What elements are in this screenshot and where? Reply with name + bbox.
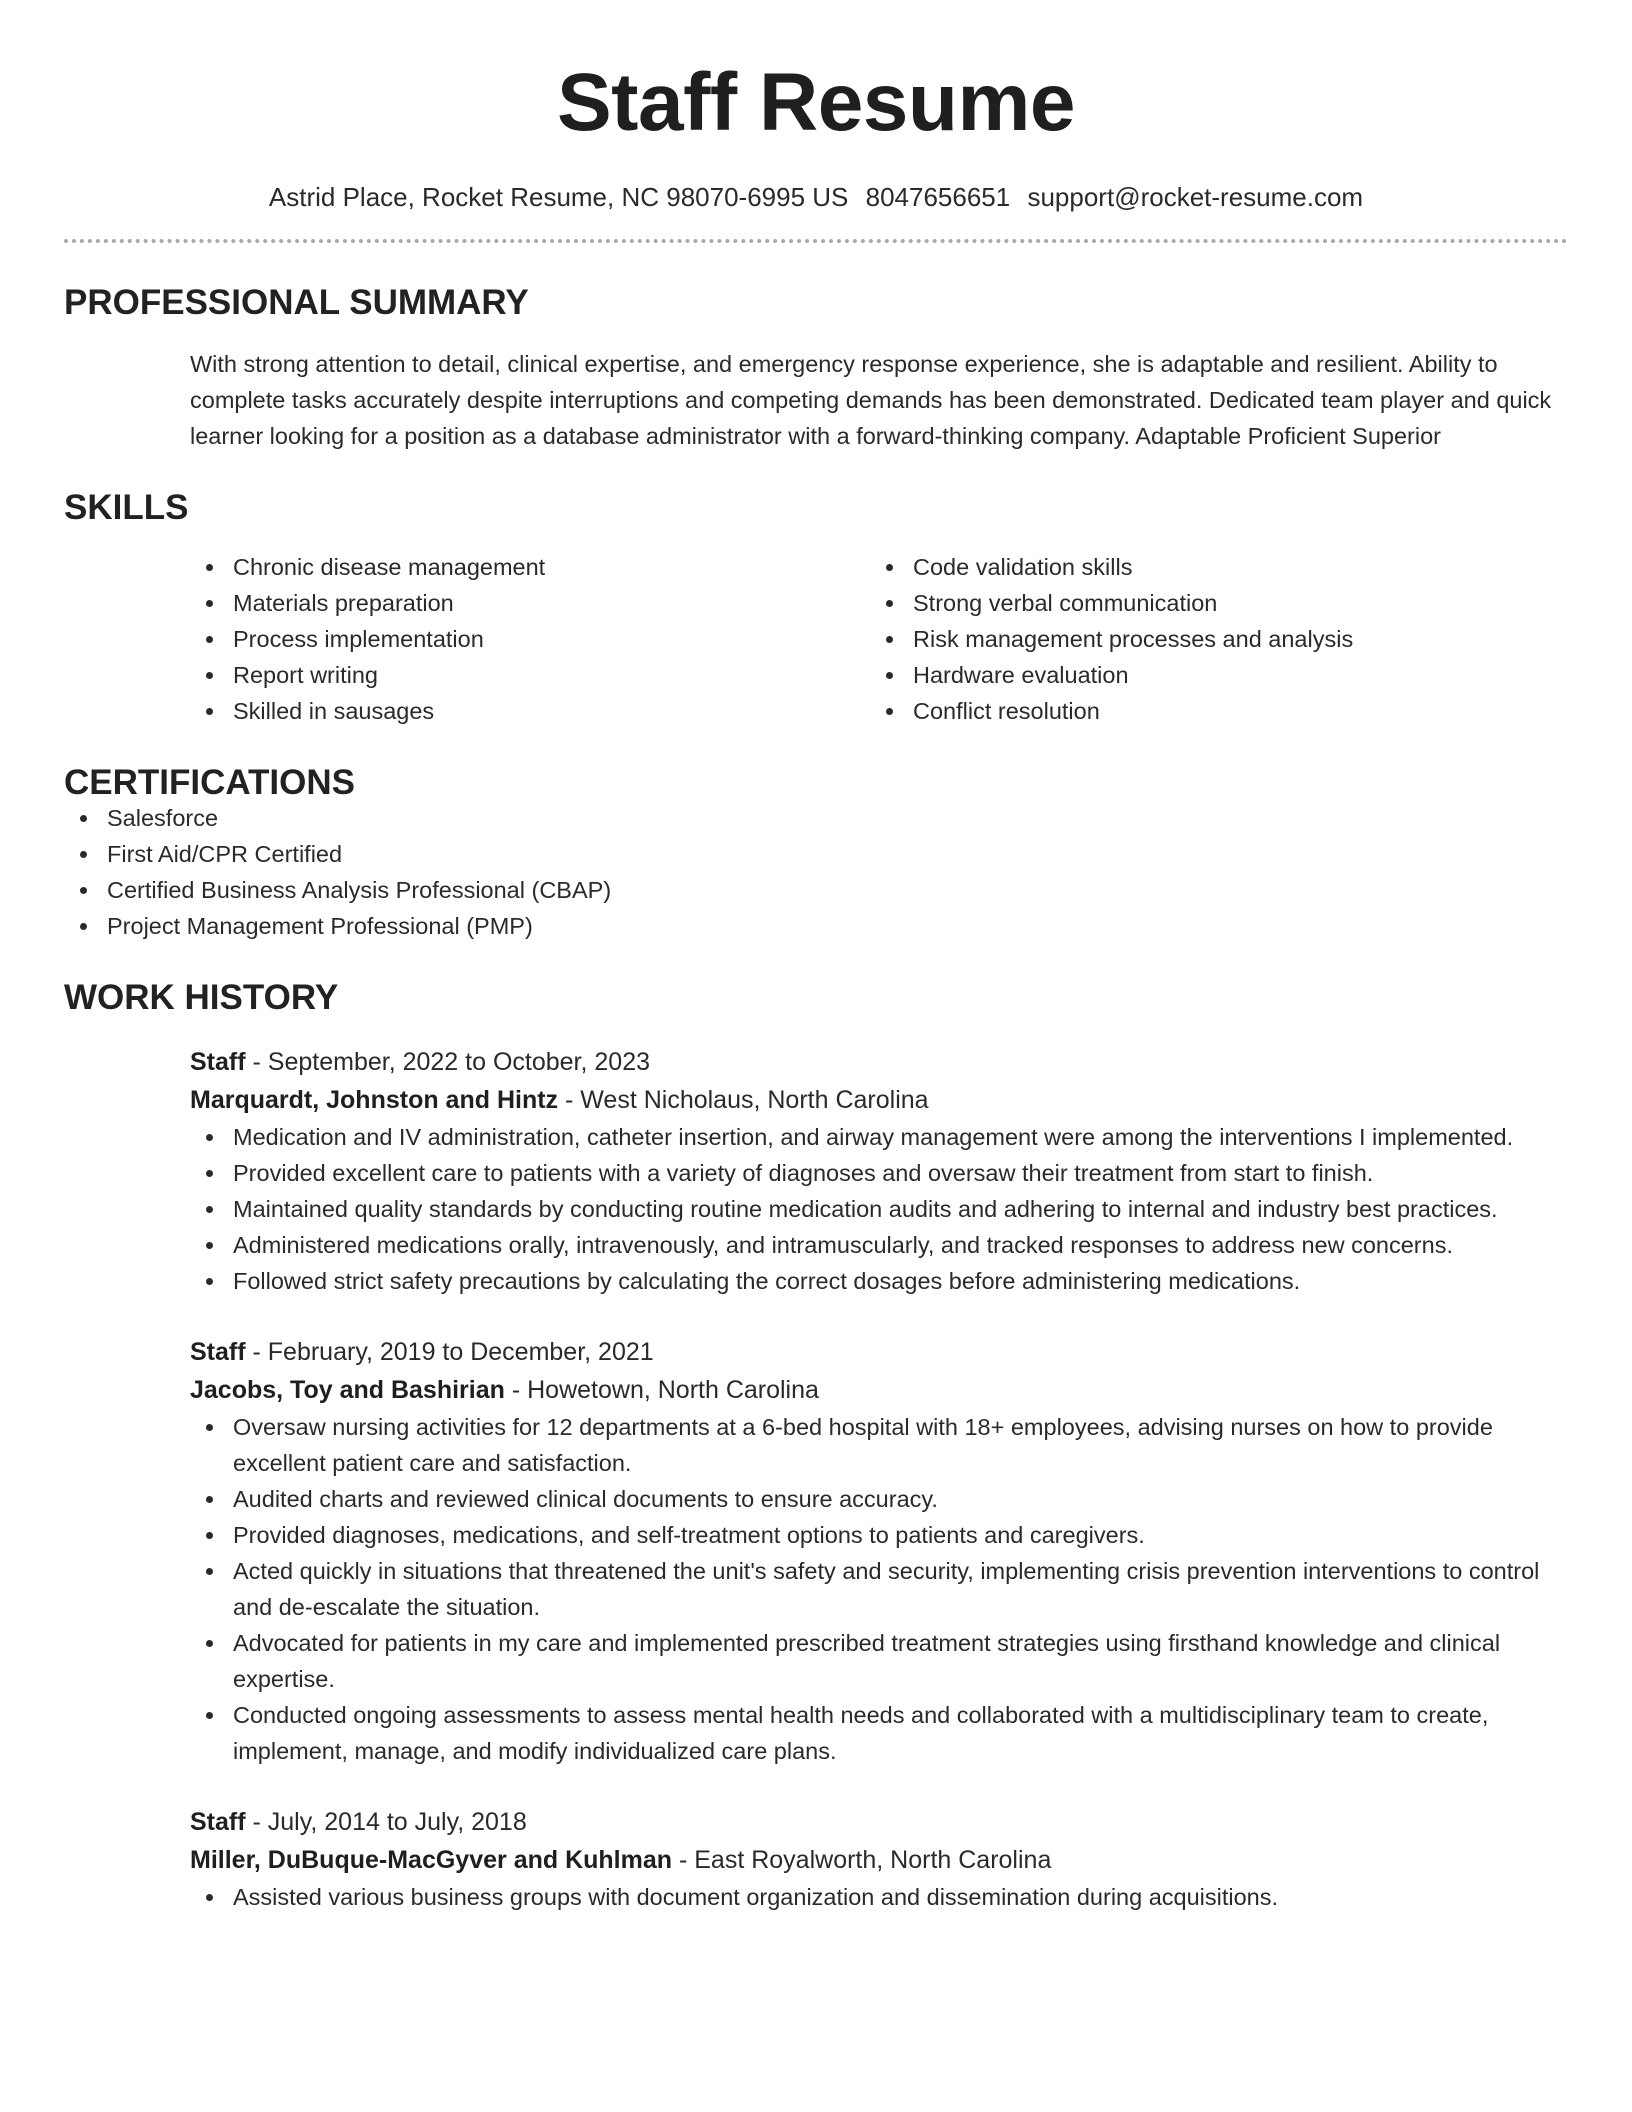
job-bullet: Provided excellent care to patients with a variety of diagnoses and oversaw their treatment from start to finish. <box>190 1155 1568 1191</box>
job-company-line: Jacobs, Toy and Bashirian - Howetown, North Carolina <box>190 1376 819 1404</box>
skills-list-left <box>190 549 870 729</box>
summary-heading: PROFESSIONAL SUMMARY <box>64 283 529 322</box>
job-location: West Nicholaus, North Carolina <box>580 1086 929 1114</box>
certification-item: First Aid/CPR Certified <box>64 836 1568 872</box>
job-company: Miller, DuBuque-MacGyver and Kuhlman <box>190 1846 673 1874</box>
job-bullet: Followed strict safety precautions by calculating the correct dosages before administering medications. <box>190 1263 1568 1299</box>
skill-item: Risk management processes and analysis <box>870 621 1550 657</box>
header-divider <box>64 239 1568 243</box>
skill-item: Conflict resolution <box>870 693 1550 729</box>
skill-item: Materials preparation <box>190 585 870 621</box>
resume-title: Staff Resume <box>556 57 1076 148</box>
job-bullet: Conducted ongoing assessments to assess mental health needs and collaborated with a multidisciplinary team to create, implement, manage, and modify individualized care plans. <box>190 1697 1568 1769</box>
job-dates: September, 2022 to October, 2023 <box>267 1048 650 1076</box>
job-location: Howetown, North Carolina <box>527 1376 819 1404</box>
job-bullet: Audited charts and reviewed clinical documents to ensure accuracy. <box>190 1481 1568 1517</box>
job-bullet: Provided diagnoses, medications, and self-treatment options to patients and caregivers. <box>190 1517 1568 1553</box>
skills-grid <box>190 549 1568 729</box>
job-bullets <box>190 1409 1568 1769</box>
job-bullet: Maintained quality standards by conducting routine medication audits and adhering to internal and industry best practices. <box>190 1191 1568 1227</box>
phone: 8047656651 <box>865 182 1011 212</box>
job-bullet: Acted quickly in situations that threatened the unit's safety and security, implementing crisis prevention interventions to control and de-escalate the situation. <box>190 1553 1568 1625</box>
job-bullet: Oversaw nursing activities for 12 departments at a 6-bed hospital with 18+ employees, advising nurses on how to provide excellent patient care and satisfaction. <box>190 1409 1568 1481</box>
job-dates: July, 2014 to July, 2018 <box>267 1808 527 1836</box>
email: support@rocket-resume.com <box>1027 182 1364 212</box>
certifications-list <box>64 800 1568 944</box>
job-location: East Royalworth, North Carolina <box>694 1846 1052 1874</box>
skill-item: Chronic disease management <box>190 549 870 585</box>
summary-text: With strong attention to detail, clinical expertise, and emergency response experience, she is adaptable and resilient. Ability to complete tasks accurately despite interruptions and competing demands has been demonstrated. Dedicated team player and quick learner looking for a position as a database administrator with a forward-thinking company. Adaptable Proficient Superior <box>190 351 1552 449</box>
job-entry <box>190 1043 1568 1299</box>
job-bullet: Advocated for patients in my care and implemented prescribed treatment strategies using firsthand knowledge and clinical expertise. <box>190 1625 1568 1697</box>
skill-item: Process implementation <box>190 621 870 657</box>
job-company: Jacobs, Toy and Bashirian <box>190 1376 505 1404</box>
job-dates: February, 2019 to December, 2021 <box>267 1338 654 1366</box>
certification-item: Project Management Professional (PMP) <box>64 908 1568 944</box>
job-bullets <box>190 1879 1568 1915</box>
job-company-line: Miller, DuBuque-MacGyver and Kuhlman - East Royalworth, North Carolina <box>190 1846 1052 1874</box>
job-entry <box>190 1333 1568 1769</box>
certifications-heading: CERTIFICATIONS <box>64 763 356 802</box>
skill-item: Report writing <box>190 657 870 693</box>
contact-line <box>64 182 1568 213</box>
job-bullets <box>190 1119 1568 1299</box>
skills-list-right <box>870 549 1550 729</box>
certification-item: Certified Business Analysis Professional (CBAP) <box>64 872 1568 908</box>
job-role-line: Staff - February, 2019 to December, 2021 <box>190 1338 654 1366</box>
job-role: Staff <box>190 1808 246 1836</box>
job-role-line: Staff - July, 2014 to July, 2018 <box>190 1808 527 1836</box>
skills-heading: SKILLS <box>64 488 189 527</box>
skill-item: Code validation skills <box>870 549 1550 585</box>
job-bullet: Medication and IV administration, catheter insertion, and airway management were among the interventions I implemented. <box>190 1119 1568 1155</box>
job-company-line: Marquardt, Johnston and Hintz - West Nicholaus, North Carolina <box>190 1086 929 1114</box>
skill-item: Hardware evaluation <box>870 657 1550 693</box>
address: Astrid Place, Rocket Resume, NC 98070-6995 US <box>268 182 849 212</box>
job-entry <box>190 1803 1568 1915</box>
work-history-heading: WORK HISTORY <box>64 978 339 1017</box>
skill-item: Strong verbal communication <box>870 585 1550 621</box>
skill-item: Skilled in sausages <box>190 693 870 729</box>
job-bullet: Assisted various business groups with document organization and dissemination during acquisitions. <box>190 1879 1568 1915</box>
job-role: Staff <box>190 1338 246 1366</box>
job-bullet: Administered medications orally, intravenously, and intramuscularly, and tracked responses to address new concerns. <box>190 1227 1568 1263</box>
job-role: Staff <box>190 1048 246 1076</box>
job-company: Marquardt, Johnston and Hintz <box>190 1086 559 1114</box>
certification-item: Salesforce <box>64 800 1568 836</box>
job-role-line: Staff - September, 2022 to October, 2023 <box>190 1048 650 1076</box>
